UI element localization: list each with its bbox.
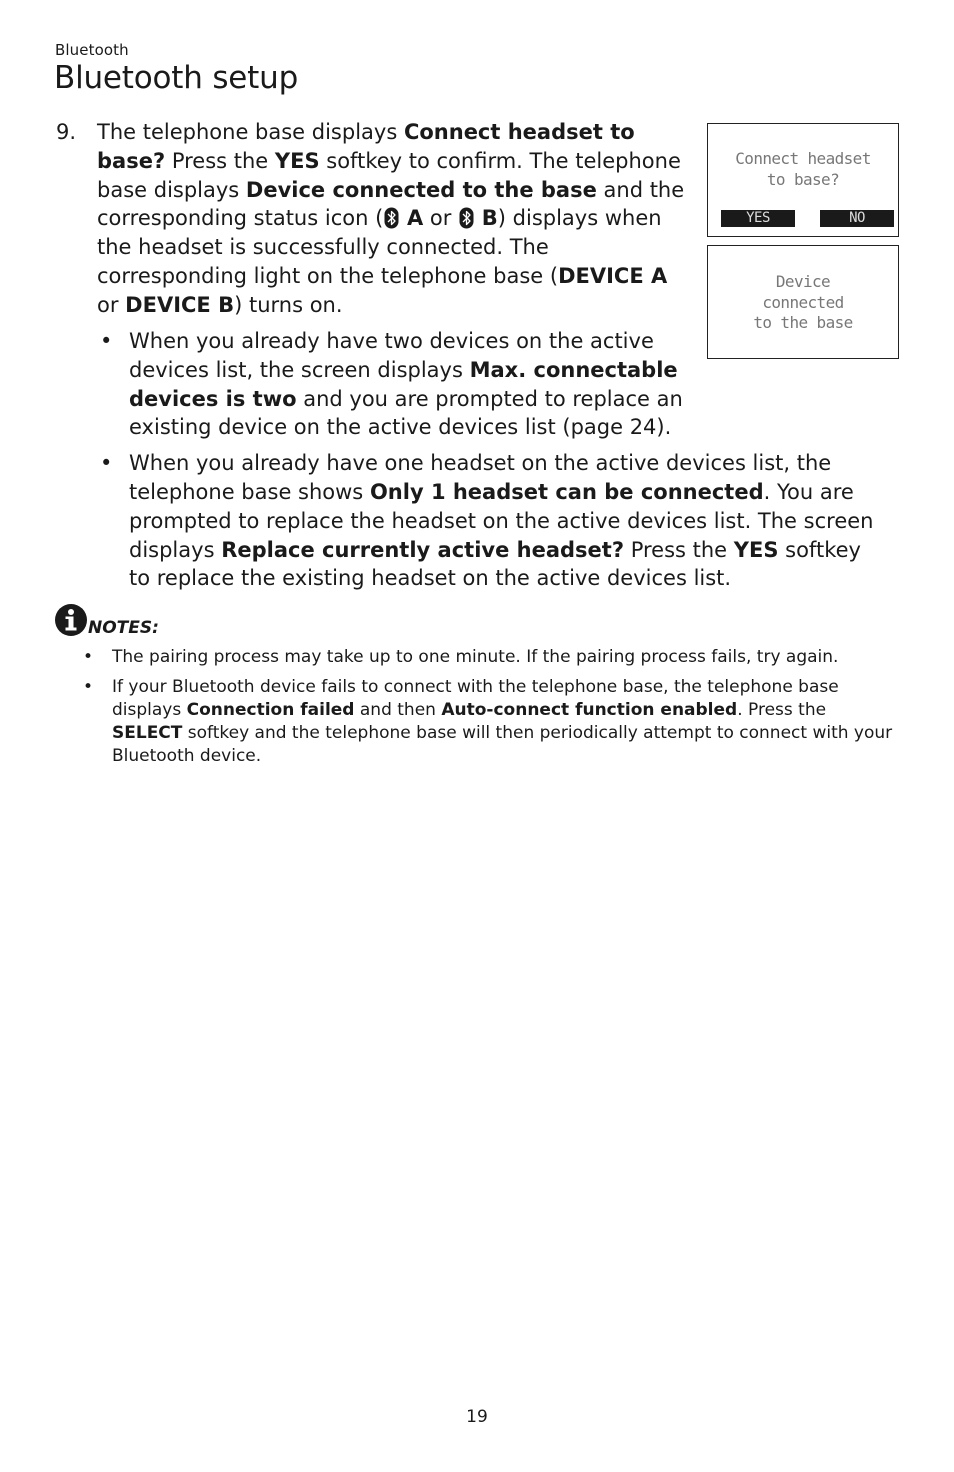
bullet-dot: • (100, 329, 113, 353)
step-text-part: ) turns on. (234, 292, 343, 317)
step-bold-a: A (406, 206, 424, 231)
step-bold-device-a: DEVICE A (558, 263, 668, 288)
bullet-bold-replace-headset: Replace currently active headset? (221, 537, 625, 562)
notes-label: NOTES: (88, 618, 159, 638)
note-text: . Press the (737, 700, 827, 720)
page-number: 19 (466, 1407, 488, 1427)
bullet-text: softkey to replace the existing headset on the active devices list. (129, 537, 861, 591)
bullet-text: . You are prompted to replace the headset on the active devices list. The screen displays (129, 479, 874, 562)
bullet-dot: • (83, 677, 94, 697)
list-item (97, 327, 719, 442)
step-text (97, 118, 687, 320)
bullet-bold-yes: YES (733, 537, 779, 562)
bullet-bold-only-1-headset: Only 1 headset can be connected (369, 479, 764, 504)
step-bold-b: B (481, 206, 498, 231)
lcd-line: connected (762, 292, 844, 312)
step-bold-yes: YES (274, 148, 320, 173)
yes-softkey: YES (721, 210, 795, 227)
step-bold-device-b: DEVICE B (125, 292, 235, 317)
lcd-screen-connected (707, 245, 899, 359)
bullet-dot: • (100, 451, 113, 476)
bullet-text: Press the (624, 537, 734, 562)
note-text: If your Bluetooth device fails to connect with the telephone base, the telephone base displays (112, 677, 839, 720)
lcd-line: Device (775, 272, 831, 291)
bullet-text: When you already have one headset on the active devices list, the telephone base shows (129, 451, 832, 504)
step-text-part: softkey to confirm. The telephone base displays (97, 148, 681, 202)
list-item (83, 676, 893, 768)
list-item (83, 646, 893, 669)
lcd-line: to base? (766, 169, 840, 189)
step-text-part: The telephone base displays (97, 120, 404, 144)
note-bold-connection-failed: Connection failed (186, 700, 355, 720)
step-number: 9. (56, 120, 77, 144)
step-bold-connect-headset: Connect headset to base? (97, 120, 635, 173)
notes-list (83, 646, 893, 775)
step-bold-device-connected: Device connected to the base (245, 177, 597, 202)
step-text-part: ) displays when the headset is successfully connected. The corresponding light on the telephone base ( (97, 206, 662, 288)
lcd-line: to the base (753, 313, 853, 332)
bullet-text: When you already have two devices on the active devices list, the screen displays (129, 329, 654, 382)
section-label: Bluetooth (55, 41, 129, 59)
step-text-part: or (423, 206, 459, 231)
bluetooth-status-icon-a (384, 207, 399, 229)
bullet-bold-max-connectable: Max. connectable devices is two (129, 357, 678, 411)
step-text-part: Press the (165, 148, 275, 173)
note-bold-auto-connect: Auto-connect function enabled (441, 700, 738, 720)
step-text-part: and the corresponding status icon ( (97, 177, 685, 231)
info-icon (54, 603, 88, 637)
note-text: and then (354, 700, 442, 720)
bullet-text: and you are prompted to replace an existing device on the active devices list (page 24). (129, 386, 683, 440)
lcd-screen-confirm (707, 123, 899, 237)
step-bullet-list (97, 327, 877, 600)
list-item (97, 449, 877, 593)
lcd-line: Connect headset (735, 149, 871, 168)
note-text: softkey and the telephone base will then periodically attempt to connect with your Bluetooth device. (112, 723, 893, 766)
no-softkey: NO (820, 210, 894, 227)
step-text-part: or (97, 292, 126, 317)
page-title: Bluetooth setup (54, 60, 299, 96)
note-text: The pairing process may take up to one minute. If the pairing process fails, try again. (112, 647, 839, 667)
note-bold-select: SELECT (112, 723, 183, 743)
bullet-dot: • (83, 647, 94, 667)
bluetooth-status-icon-b (459, 207, 474, 229)
